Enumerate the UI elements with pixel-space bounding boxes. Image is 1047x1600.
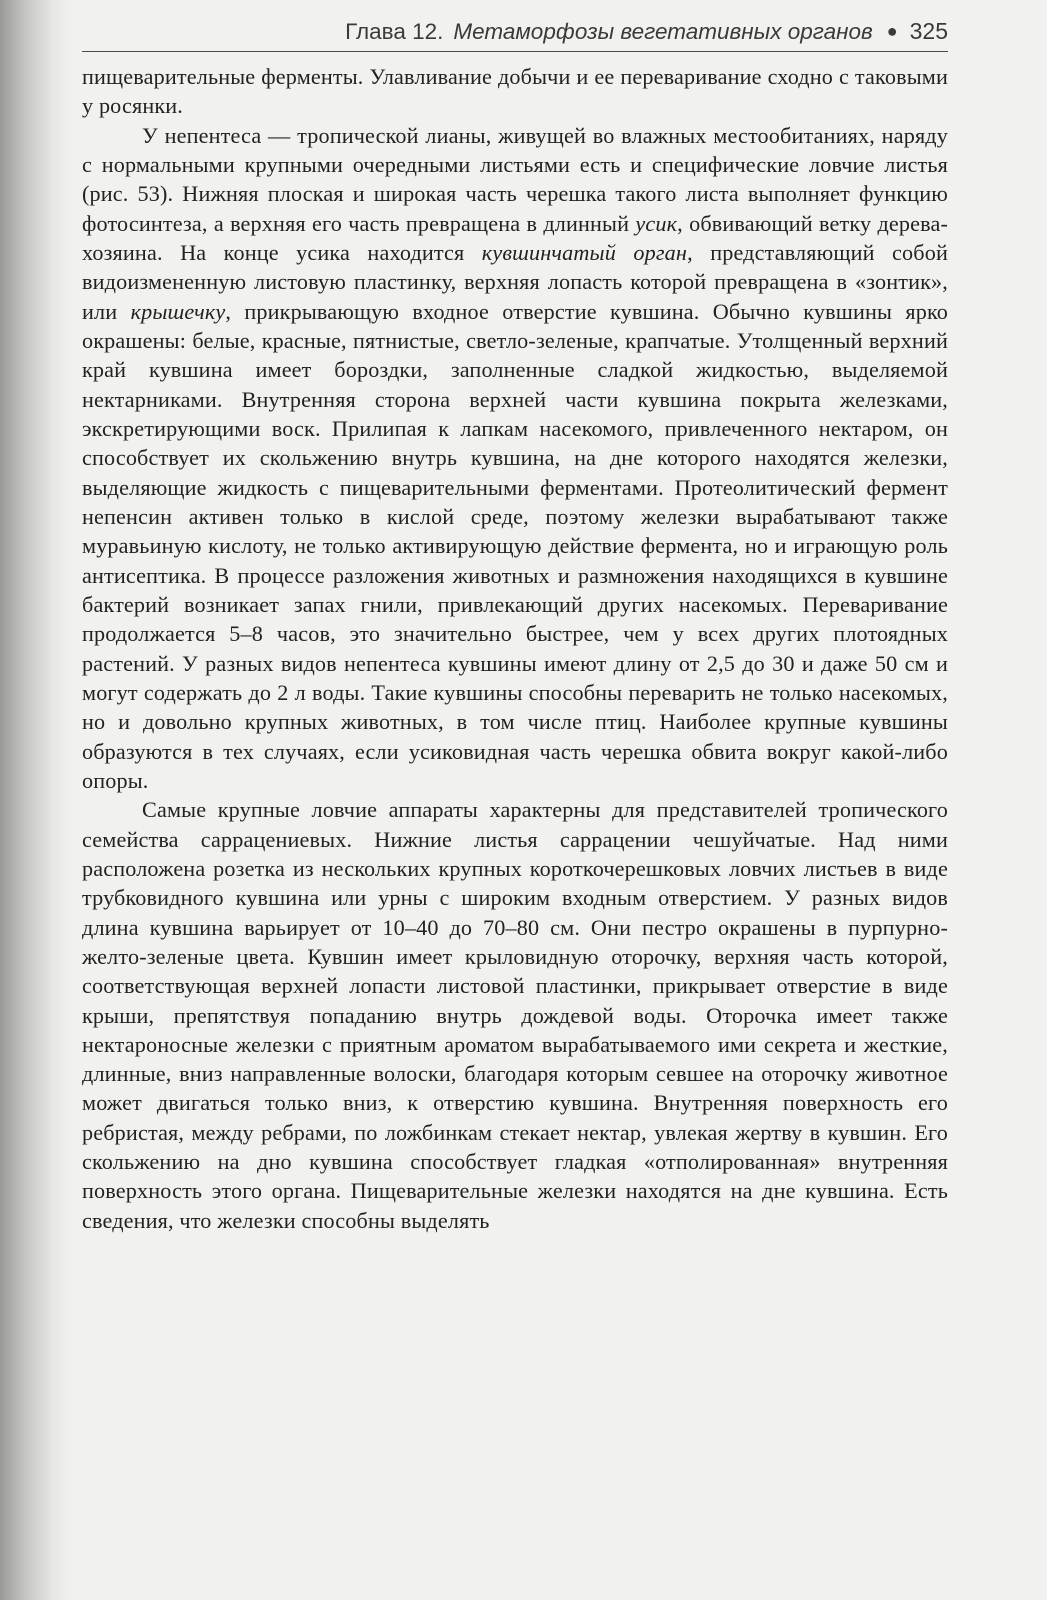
italic-term: усик bbox=[635, 210, 678, 236]
page-number: 325 bbox=[909, 18, 948, 44]
text-run: , обвивающий ветку дерева-хозяина. На конце усика находится bbox=[82, 210, 948, 265]
chapter-label: Глава 12. bbox=[345, 19, 444, 44]
text-run: Самые крупные ловчие аппараты характерны для представителей тропического семейства саррацениевых. Нижние листья саррацении чешуйчатые. Над ними расположена розетка из нескольких крупных короткочерешковых ловчих листьев в виде трубковидного кувшина или урны с широким входным отверстием. У разных видов длина кувшина варьирует от 10–40 до 70–80 см. Они пестро окрашены в пурпурно-желто-зеленые цвета. Кувшин имеет крыловидную оторочку, верхняя часть которой, соответствующая верхней лопасти листовой пластинки, прикрывает отверстие в виде крыши, препятствуя попаданию внутрь дождевой воды. Оторочка имеет также нектароносные железки с приятным ароматом вырабатываемого ими секрета и жесткие, длинные, вниз направленные волоски, благодаря которым севшее на оторочку животное может двигаться только вниз, к отверстию кувшина. Внутренняя поверхность его ребристая, между ребрами, по ложбинкам стекает нектар, увлекая жертву в кувшин. Его скольжению на дно кувшина способствует гладкая «отполированная» внутренняя поверхность этого органа. Пищеварительные железки находятся на дне кувшина. Есть сведения, что железки способны выделять bbox=[82, 797, 948, 1233]
text-run: , прикрывающую входное отверстие кувшина. Обычно кувшины ярко окрашены: белые, красные, пятнистые, светло-зеленые, крапчатые. Утолщенный верхний край кувшина имеет бороздки, заполненные сладкой жидкостью, выделяемой нектарниками. Внутренняя сторона верхней части кувшина покрыта железками, экскретирующими воск. Прилипая к лапкам насекомого, привлеченного нектаром, он способствует их скольжению внутрь кувшина, на дне которого находятся железки, выделяющие жидкость с пищеварительными ферментами. Протеолитический фермент непенсин активен только в кислой среде, поэтому железки вырабатывают также муравьиную кислоту, не только активирующую действие фермента, но и играющую роль антисептика. В процессе разложения животных и размножения находящихся в кувшине бактерий возникает запах гнили, привлекающий других насекомых. Переваривание продолжается 5–8 часов, это значительно быстрее, чем у всех других плотоядных растений. У разных видов непентеса кувшины имеют длину от 2,5 до 30 и даже 50 см и могут содержать до 2 л воды. Такие кувшины способны переварить не только насекомых, но и довольно крупных животных, в том числе птиц. Наиболее крупные кувшины образуются в тех случаях, если усиковидная часть черешка обвита вокруг какой-либо опоры. bbox=[82, 298, 949, 793]
italic-term: кувшинчатый орган bbox=[481, 239, 688, 265]
running-head bbox=[82, 18, 948, 52]
binding-shadow bbox=[0, 0, 70, 1600]
text-run: , представляющий собой видоизмененную листовую пластинку, верхняя лопасть которой превращена в «зонтик», или bbox=[82, 239, 949, 324]
text-run: У непентеса — тропической лианы, живущей во влажных местообитаниях, наряду с нормальными крупными очередными листьями есть и специфические ловчие листья (рис. 53). Нижняя плоская и широкая часть черешка такого листа выполняет функцию фотосинтеза, а верхняя его часть превращена в длинный bbox=[82, 122, 948, 236]
bullet-separator: ● bbox=[886, 21, 898, 41]
book-page bbox=[82, 18, 948, 1235]
paragraph bbox=[82, 795, 948, 1235]
chapter-title: Метаморфозы вегетативных органов bbox=[453, 19, 873, 44]
italic-term: крышечку bbox=[130, 298, 226, 324]
body-text bbox=[82, 62, 948, 1235]
text-run: пищеварительные ферменты. Улавливание добычи и ее переваривание сходно с таковыми у росянки. bbox=[82, 64, 948, 119]
paragraph bbox=[82, 121, 948, 796]
paragraph bbox=[82, 62, 948, 121]
